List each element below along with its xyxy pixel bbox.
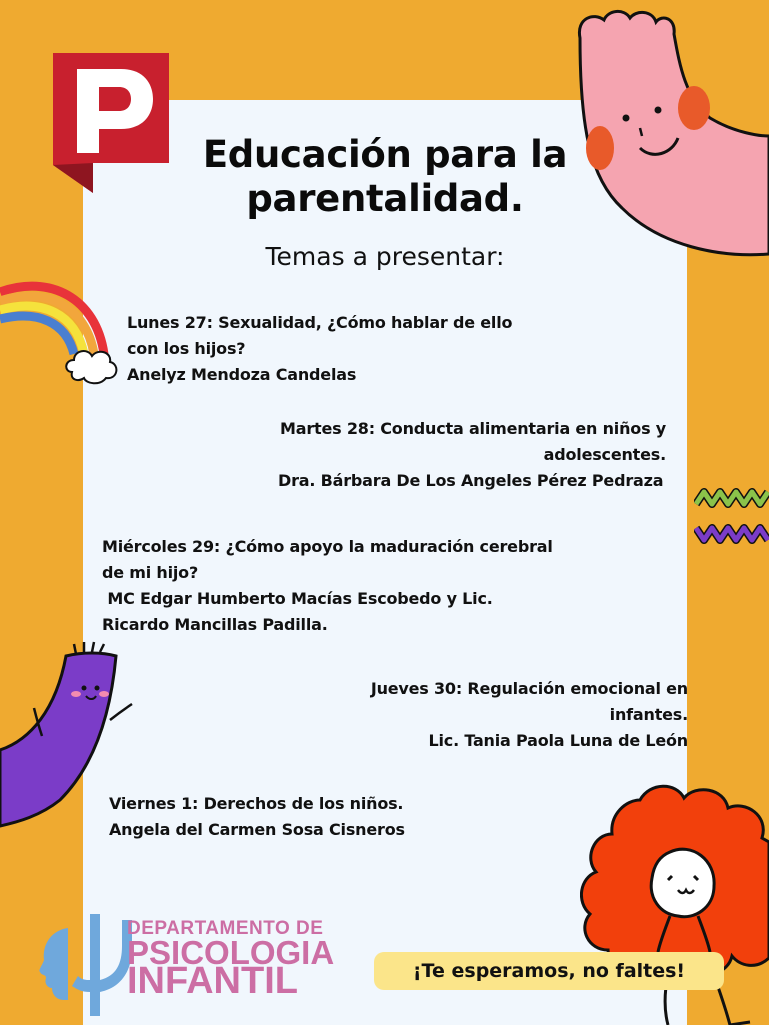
dept-line-3: INFANTIL <box>127 960 298 1002</box>
topic-speaker: Angela del Carmen Sosa Cisneros <box>109 820 405 839</box>
topic-line: adolescentes. <box>543 445 666 464</box>
topic-line: con los hijos? <box>127 339 246 358</box>
dept-line-2: PSICOLOGIA <box>127 934 335 971</box>
topic-line: de mi hijo? <box>102 563 199 582</box>
topic-speaker: MC Edgar Humberto Macías Escobedo y Lic. <box>102 589 493 608</box>
topic-friday <box>109 791 405 843</box>
topic-speaker: Dra. Bárbara De Los Angeles Pérez Pedraza <box>278 471 664 490</box>
topic-speaker: Lic. Tania Paola Luna de León <box>428 731 688 750</box>
zigzag-icon <box>694 480 769 550</box>
topic-line: Martes 28: Conducta alimentaria en niños y <box>280 419 666 438</box>
topic-line: Lunes 27: Sexualidad, ¿Cómo hablar de ello <box>127 313 513 332</box>
title-line-1: Educación para la <box>202 133 568 176</box>
topic-line: Miércoles 29: ¿Cómo apoyo la maduración cerebral <box>102 537 553 556</box>
topic-monday <box>127 310 512 388</box>
topic-tuesday <box>260 416 666 494</box>
topic-line: Viernes 1: Derechos de los niños. <box>109 794 404 813</box>
title-line-2: parentalidad. <box>246 177 524 220</box>
topic-speaker: Anelyz Mendoza Candelas <box>127 365 357 384</box>
subtitle: Temas a presentar: <box>265 242 505 271</box>
psi-head-icon <box>38 910 134 1020</box>
topic-line: Jueves 30: Regulación emocional en <box>370 679 688 698</box>
rainbow-icon <box>0 268 120 386</box>
topic-line: infantes. <box>609 705 688 724</box>
topic-wednesday <box>102 534 553 638</box>
page-title <box>150 133 620 221</box>
cta-banner: ¡Te esperamos, no faltes! <box>374 952 724 990</box>
dept-line-1: DEPARTAMENTO DE <box>127 918 324 939</box>
topic-speaker: Ricardo Mancillas Padilla. <box>102 615 328 634</box>
topic-thursday <box>300 676 688 754</box>
